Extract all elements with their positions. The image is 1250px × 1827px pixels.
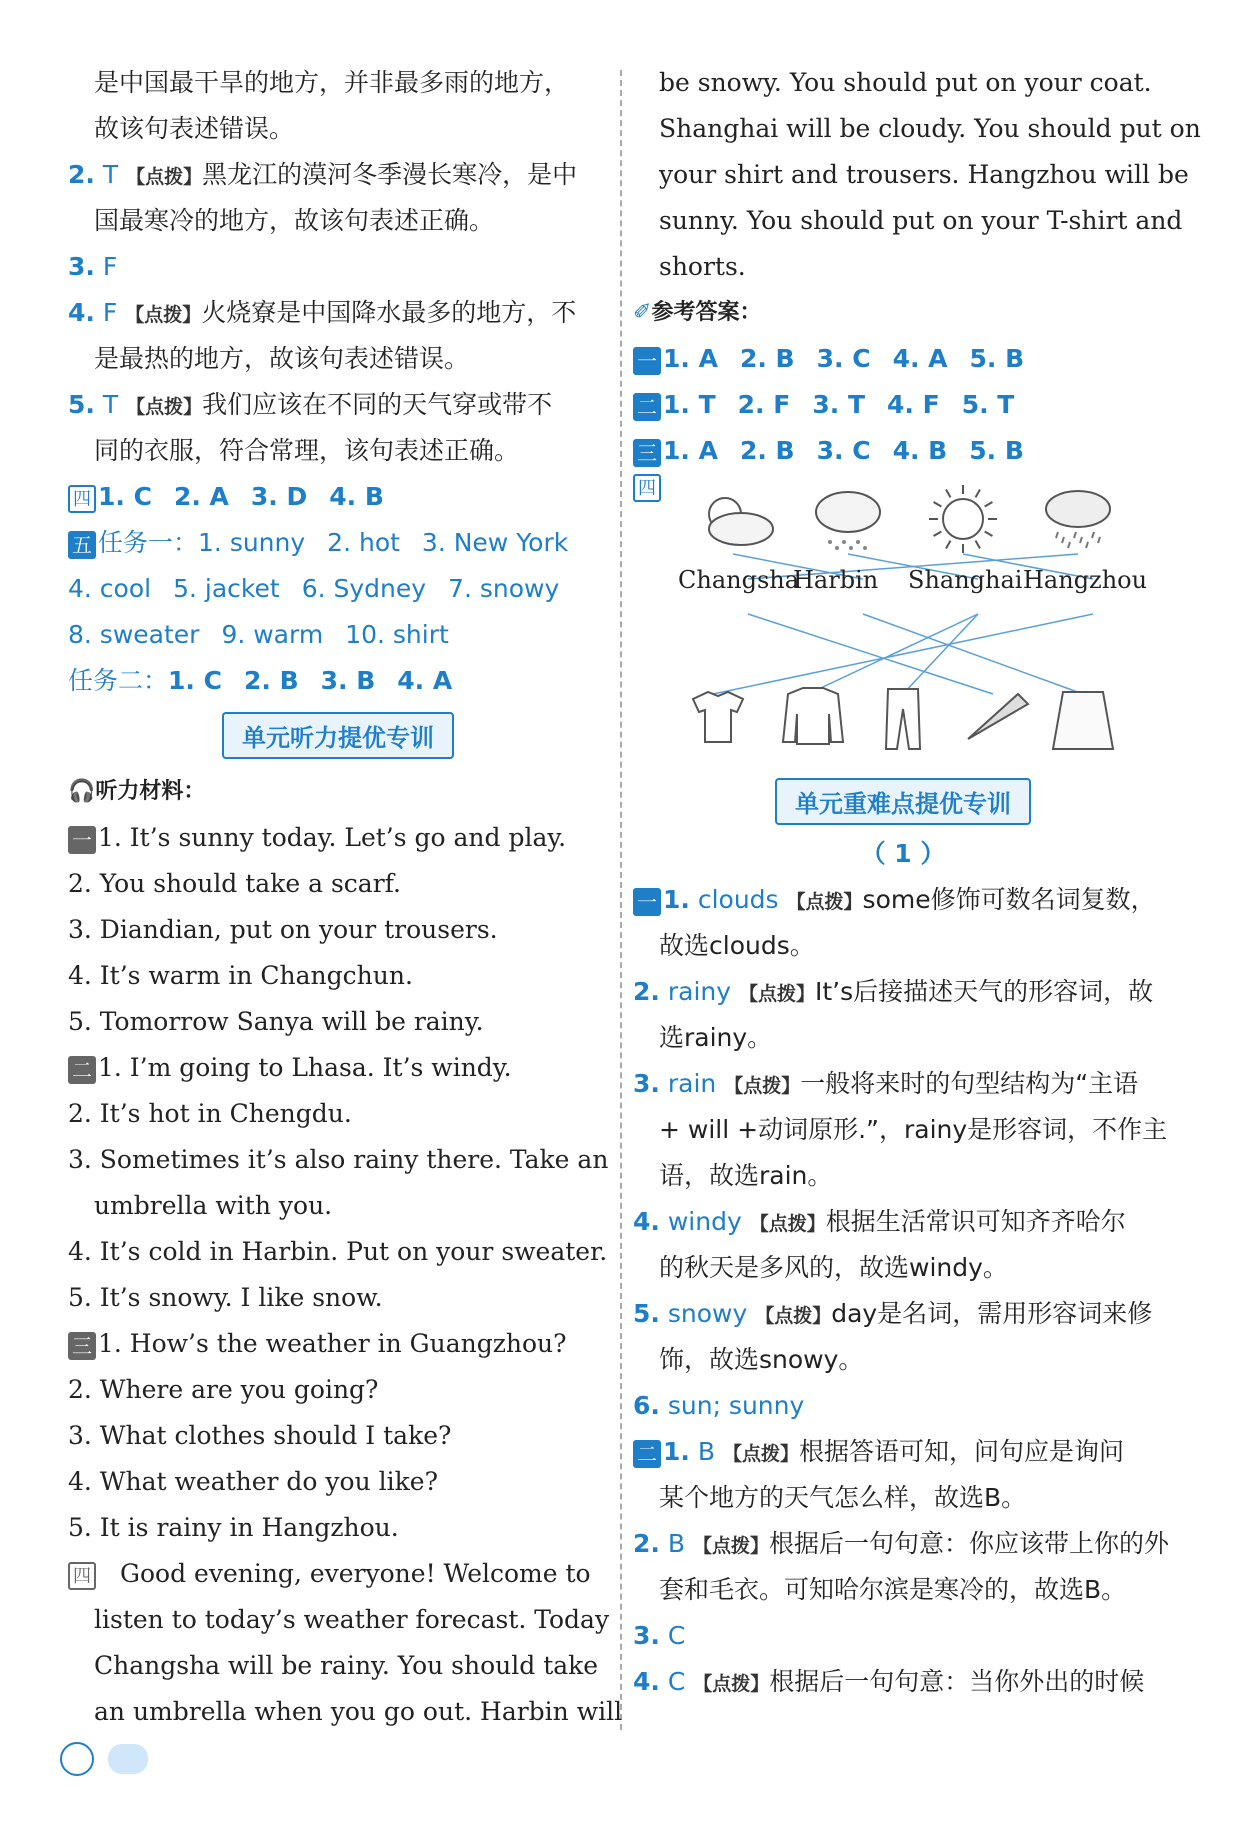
list-item [68,953,608,999]
item-number: 2. [633,977,660,1006]
list-item [68,907,608,953]
list-item [633,1153,1173,1199]
snowflake-dot [828,540,832,544]
listening-text: Good evening, everyone! Welcome to [120,1559,591,1588]
answer-text: snowy [659,1299,756,1328]
item-number: 2. [633,1529,660,1558]
coat-icon [1053,692,1113,749]
list-item [633,1291,1173,1337]
item-number: 2. [68,160,95,189]
list-item [68,1643,608,1689]
city-label-shanghai: Shanghai [908,566,1023,594]
city-label-changsha: Changsha [678,566,800,594]
section-number-box: 四 [68,1562,96,1590]
snowflake-dot [849,546,853,550]
item-text: 国最寒冷的地方，故该句表述正确。 [94,206,495,235]
answer-text: rainy [659,977,739,1006]
answer-item: 1. T [663,390,716,419]
answer-item: 6. Sydney [301,574,427,603]
sun-ray [946,541,951,549]
raindrop [1086,542,1088,548]
column-divider [620,70,622,1730]
listening-text: 5. It is rainy in Hangzhou. [68,1513,399,1542]
list-item [68,1137,608,1183]
listening-text: 2. You should take a scarf. [68,869,401,898]
part-label: （ 1 ） [860,839,946,868]
snowflake-dot [835,546,839,550]
item-text: 某个地方的天气怎么样，故选B。 [659,1483,1027,1512]
heading-text: 参考答案： [651,300,762,325]
answer-text: clouds [689,885,787,914]
answer-item: 1. C [168,666,222,695]
listening-text: your shirt and trousers. Hangzhou will be [659,160,1189,189]
list-item [633,1245,1173,1291]
list-item [68,1045,608,1091]
match-line [903,614,978,694]
answer-item: 5. B [969,344,1025,373]
listening-text: 3. What clothes should I take? [68,1421,452,1450]
banner-wrap [633,778,1173,825]
tip-label: 【点拨】 [722,1443,799,1465]
item-text: 火烧寮是中国降水最多的地方，不 [201,298,577,327]
item-text: + will +动词原形.”，rainy是形容词，不作主 [659,1115,1168,1144]
answer-item: 3. T [812,390,865,419]
list-item [633,1429,1173,1475]
matching-svg [633,474,1173,774]
answer-item: 2. hot [327,528,400,557]
listening-text: listen to today’s weather forecast. Today [94,1605,610,1634]
list-item [68,999,608,1045]
answer-text: F [94,298,126,327]
section-number-box: 二 [68,1056,96,1084]
section-number-box: 二 [633,393,661,421]
item-number: 3. [68,252,95,281]
section-number-box: 四 [633,474,661,502]
list-item [633,1107,1173,1153]
item-text: 黑龙江的漠河冬季漫长寒冷，是中 [202,160,578,189]
raindrop [1098,537,1100,543]
answer-row [68,612,608,658]
raindrop [1080,537,1082,543]
listening-text: 2. It’s hot in Chengdu. [68,1099,352,1128]
list-item [68,106,608,152]
tip-label: 【点拨】 [126,396,203,418]
item-text: 同的衣服，符合常理，该句表述正确。 [94,436,520,465]
answer-row [68,474,608,520]
listening-text: 4. It’s cold in Harbin. Put on your sweater. [68,1237,608,1266]
footer [60,1742,480,1782]
item-number: 4. [68,298,95,327]
list-item [633,1199,1173,1245]
listening-heading [68,769,608,815]
answer-item: 4. A [397,666,453,695]
list-item [633,877,1173,923]
item-text: 故该句表述错误。 [94,114,295,143]
answer-item: 4. A [892,344,948,373]
listening-text: 2. Where are you going? [68,1375,379,1404]
item-text: 根据后一句句意：你应该带上你的外 [768,1529,1169,1558]
tip-label: 【点拨】 [126,166,203,188]
answer-row [633,382,1173,428]
list-item [68,1229,608,1275]
snow-cloud-icon [816,492,880,532]
list-item [68,198,608,244]
item-text: 根据后一句句意：当你外出的时候 [769,1667,1145,1696]
sun-ray [946,490,951,498]
sun-ray [934,532,942,537]
list-item [68,861,608,907]
item-text: 一般将来时的句型结构为“主语 [800,1069,1139,1098]
answer-item: 5. jacket [173,574,280,603]
list-item [68,1321,608,1367]
list-item [68,244,608,290]
list-item [68,815,608,861]
snowflake-dot [863,546,867,550]
list-item [633,1383,1173,1429]
list-item [633,1521,1173,1567]
answer-text: T [94,390,127,419]
sun-ray [934,502,942,507]
page-number [60,1742,94,1776]
match-line [713,614,1093,694]
listening-text: 5. Tomorrow Sanya will be rainy. [68,1007,484,1036]
listening-text: 3. Diandian, put on your trousers. [68,915,498,944]
item-number: 4. [633,1207,660,1236]
item-text: day是名词，需用形容词来修 [831,1299,1153,1328]
matching-figure [633,474,1173,774]
answer-item: 3. B [320,666,376,695]
snowflake-dot [842,540,846,544]
section-number-box: 三 [68,1332,96,1360]
answer-item: 4. B [329,482,384,511]
item-text: 我们应该在不同的天气穿或带不 [202,390,553,419]
answer-row [68,520,608,566]
task-label: 任务二： [68,666,169,695]
list-item [633,106,1201,152]
item-text: 是最热的地方，故该句表述错误。 [94,344,470,373]
rain-cloud-icon [1046,491,1110,527]
answer-text: C [659,1667,694,1696]
listening-text: 1. How’s the weather in Guangzhou? [98,1329,567,1358]
answer-text: T [94,160,127,189]
raindrop [1068,542,1070,548]
item-text: 选rainy。 [659,1023,773,1052]
answer-item: 3. D [250,482,308,511]
listening-text: 3. Sometimes it’s also rainy there. Take an [68,1145,609,1174]
list-item [68,1367,608,1413]
section-number-box: 一 [68,826,96,854]
item-number: 4. [633,1667,660,1696]
list-item [68,1459,608,1505]
sun-ray [985,532,993,537]
answer-text: F [94,252,118,281]
item-number: 1. [663,885,690,914]
answer-item: 10. shirt [345,620,449,649]
item-text: 根据生活常识可知齐齐哈尔 [825,1207,1126,1236]
answer-row [633,428,1173,474]
heading-text: 听力材料： [95,779,206,804]
answer-item: 9. warm [221,620,324,649]
shirt-icon [783,688,843,744]
list-item [68,1091,608,1137]
list-item [633,244,1173,290]
list-item [633,1659,1173,1705]
raindrop [1062,537,1064,543]
list-item [633,1475,1173,1521]
tip-label: 【点拨】 [692,1535,769,1557]
left-column [68,60,623,1735]
answer-item: 1. A [663,436,718,465]
answer-row [68,658,608,704]
listening-text: shorts. [659,252,746,281]
item-text: It’s后接描述天气的形容词，故 [815,977,1154,1006]
tip-label: 【点拨】 [755,1305,832,1327]
tip-label: 【点拨】 [738,983,815,1005]
section-number-box: 五 [68,531,96,559]
answer-item: 1. A [663,344,718,373]
trousers-icon [886,689,920,749]
item-number: 5. [68,390,95,419]
item-text: 套和毛衣。可知哈尔滨是寒冷的，故选B。 [659,1575,1127,1604]
listening-text: Changsha will be rainy. You should take [94,1651,599,1680]
sun-icon [943,499,983,539]
tip-label: 【点拨】 [693,1673,770,1695]
section-number-box: 四 [68,485,96,513]
item-text: some修饰可数名词复数， [862,885,1156,914]
answer-item: 7. snowy [448,574,560,603]
answer-text: B [689,1437,723,1466]
answer-text: B [659,1529,693,1558]
listening-text: 4. It’s warm in Changchun. [68,961,413,990]
list-item [68,1597,608,1643]
city-label-harbin: Harbin [793,566,879,594]
banner-wrap [68,712,608,759]
list-item [633,1061,1173,1107]
list-item [68,428,608,474]
tip-label: 【点拨】 [749,1213,826,1235]
tip-label: 【点拨】 [724,1075,801,1097]
listening-text: 5. It’s snowy. I like snow. [68,1283,383,1312]
item-number: 6. [633,1391,660,1420]
answer-text: windy [659,1207,750,1236]
list-item [633,60,1173,106]
answer-item: 2. B [243,666,299,695]
answer-item: 4. cool [68,574,152,603]
match-line [748,614,993,694]
answer-item: 1. C [98,482,152,511]
item-text: 是中国最干旱的地方，并非最多雨的地方， [94,68,570,97]
item-text: 语，故选rain。 [659,1161,833,1190]
list-item [633,1337,1173,1383]
list-item [68,152,608,198]
section-number-box: 一 [633,347,661,375]
item-number: 3. [633,1621,660,1650]
listening-text: 1. I’m going to Lhasa. It’s windy. [98,1053,512,1082]
right-column [633,60,1201,1705]
answer-row [633,336,1173,382]
answer-item: 3. C [816,344,871,373]
answer-item: 1. sunny [198,528,306,557]
section-banner: 单元重难点提优专训 [775,778,1031,825]
item-text: 根据答语可知，问句应是询问 [798,1437,1124,1466]
listening-text: Shanghai will be cloudy. You should put on [659,114,1201,143]
raindrop [1074,532,1076,538]
match-line [863,614,1083,694]
list-item [68,1689,623,1735]
partly-cloudy-icon [709,513,773,545]
headphone-icon: 🎧 [68,779,96,804]
answer-item: 4. F [887,390,940,419]
answer-text: rain [659,1069,725,1098]
sun-ray [976,490,981,498]
answer-item: 5. B [969,436,1024,465]
answer-item: 5. T [961,390,1015,419]
listening-text: sunny. You should put on your T-shirt and [659,206,1183,235]
item-number: 3. [633,1069,660,1098]
section-number-box: 三 [633,439,661,467]
answer-text: sun; sunny [659,1391,805,1420]
sun-ray [985,502,993,507]
answer-row [68,566,608,612]
list-item [633,923,1173,969]
item-number: 5. [633,1299,660,1328]
answer-item: 2. F [737,390,791,419]
item-text: 饰，故选snowy。 [659,1345,864,1374]
list-item [633,1613,1173,1659]
answer-item: 2. B [739,436,795,465]
tip-label: 【点拨】 [125,304,202,326]
listening-text: 4. What weather do you like? [68,1467,438,1496]
item-text: 故选clouds。 [659,931,815,960]
answer-item: 4. B [892,436,948,465]
snowflake-dot [856,540,860,544]
section-number-box: 二 [633,1440,661,1468]
answer-text: C [659,1621,686,1650]
list-item [68,1505,608,1551]
answer-item: 3. C [816,436,871,465]
match-line [808,614,978,694]
list-item [633,969,1173,1015]
item-number: 1. [663,1437,690,1466]
footer-band [108,1744,148,1774]
raindrop [1092,532,1094,538]
answer-item: 3. New York [421,528,569,557]
answer-item: 2. B [739,344,795,373]
pen-icon: ✐ [633,300,652,325]
list-item [68,1413,608,1459]
umbrella-icon [968,694,1028,739]
task-label: 任务一： [98,528,199,557]
answer-item: 8. sweater [68,620,200,649]
tshirt-icon [693,692,743,742]
listening-text: umbrella with you. [94,1191,333,1220]
list-item [633,1567,1173,1613]
sun-ray [976,541,981,549]
list-item [633,152,1189,198]
list-item [68,336,608,382]
list-item [68,60,608,106]
list-item [633,198,1183,244]
answer-item: 2. A [173,482,229,511]
listening-text: 1. It’s sunny today. Let’s go and play. [98,823,567,852]
city-label-hangzhou: Hangzhou [1023,566,1148,594]
section-banner: 单元听力提优专训 [222,712,454,759]
list-item [68,1183,608,1229]
list-item [633,1015,1173,1061]
list-item [68,382,608,428]
section-number-box: 一 [633,888,661,916]
raindrop [1056,532,1058,538]
list-item [68,1275,608,1321]
listening-text: be snowy. You should put on your coat. [659,68,1152,97]
list-item [68,290,608,336]
answers-heading [633,290,1173,336]
item-text: 的秋天是多风的，故选windy。 [659,1253,1008,1282]
list-item [68,1551,608,1597]
listening-text: an umbrella when you go out. Harbin will [94,1697,623,1726]
tip-label: 【点拨】 [786,891,863,913]
